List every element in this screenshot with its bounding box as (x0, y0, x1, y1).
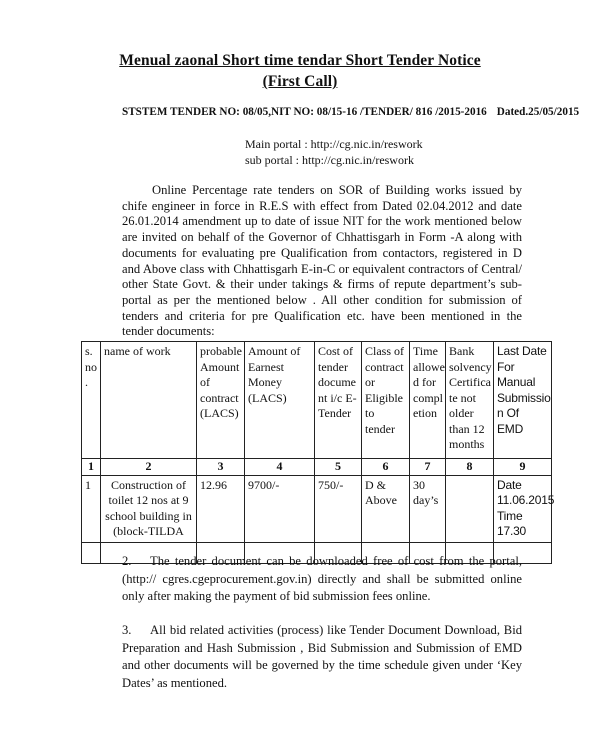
tender-reference-line (122, 106, 580, 118)
cell-name-of-work: Construction of toilet 12 nos at 9 school building in (block-TILDA (101, 475, 197, 542)
tender-number: STSTEM TENDER NO: 08/05,NIT NO: 08/15-16 /TENDER/ 816 /2015-2016 (122, 106, 487, 118)
clause-2 (122, 553, 522, 606)
cell-time: 30 day’s (410, 475, 446, 542)
clause-3 (122, 622, 522, 692)
notice-subtitle: (First Call) (262, 73, 338, 90)
header-bank-solvency: Bank solvency Certifica te not older than 12 months (446, 342, 494, 459)
col-number: 4 (245, 459, 315, 476)
cell-earnest-money: 9700/- (245, 475, 315, 542)
main-portal: Main portal : http://cg.nic.in/reswork (245, 137, 423, 151)
clause-2-number: 2. (122, 554, 132, 568)
header-class-of-contract: Class of contract or Eligible to tender (362, 342, 410, 459)
header-earnest-money: Amount of Earnest Money (LACS) (245, 342, 315, 459)
header-probable-amount: probable Amount of contract (LACS) (197, 342, 245, 459)
tender-table (81, 341, 555, 564)
table-column-number-row (82, 459, 552, 476)
col-number: 6 (362, 459, 410, 476)
clause-3-number: 3. (122, 623, 132, 637)
sub-portal: sub portal : http://cg.nic.in/reswork (245, 153, 414, 167)
cell-last-date: Date 11.06.2015 Time 17.30 (494, 475, 552, 542)
col-number: 2 (101, 459, 197, 476)
notice-title: Menual zaonal Short time tendar Short Tender Notice (119, 52, 481, 69)
cell-probable-amount: 12.96 (197, 475, 245, 542)
col-number: 7 (410, 459, 446, 476)
clause-2-text: The tender document can be downloaded free of cost from the portal, (http:// cgres.cgeprocurement.gov.in) directly and shall be submitted online only after making the payment of bid submission fees online. (122, 554, 522, 603)
header-time-allowed: Time allowe d for compl etion (410, 342, 446, 459)
tender-date: Dated.25/05/2015 (496, 106, 580, 118)
col-number: 9 (494, 459, 552, 476)
table-row (82, 475, 552, 542)
header-sno: s. no . (82, 342, 101, 459)
header-last-date: Last Date For Manual Submissio n Of EMD (494, 342, 552, 459)
table-header-row (82, 342, 552, 459)
col-number: 3 (197, 459, 245, 476)
cell-solvency (446, 475, 494, 542)
cell-sno: 1 (82, 475, 101, 542)
cell-class: D & Above (362, 475, 410, 542)
header-cost-of-tender: Cost of tender docume nt i/c E-Tender (315, 342, 362, 459)
header-name-of-work: name of work (101, 342, 197, 459)
cell-cost-of-document: 750/- (315, 475, 362, 542)
col-number: 8 (446, 459, 494, 476)
intro-paragraph: Online Percentage rate tenders on SOR of Building works issued by chife engineer in force in R.E.S with effect from Dated 02.04.2012 and date 26.01.2014 amendment up to date of issue NIT for the work mentioned below are invited on behalf of the Governor of Chhattisgarh in Form -A along with documents for evaluating pre Qualification from contactors, registered in D and Above class with Chhattisgarh E-in-C or equivalent contractors of Central/ other State Govt. & their under takings & firms of repute department’s sub-portal as per the mentioned below . All other condition for submission of tenders and criteria for pre Qualification etc. have been mentioned in the tender documents: (122, 183, 522, 339)
col-number: 5 (315, 459, 362, 476)
col-number: 1 (82, 459, 101, 476)
clause-3-text: All bid related activities (process) like Tender Document Download, Bid Preparation and Hash Submission , Bid Submission and Submission of EMD and other documents will be governed by the time schedule given under ‘Key Dates’ as mentioned. (122, 623, 522, 690)
